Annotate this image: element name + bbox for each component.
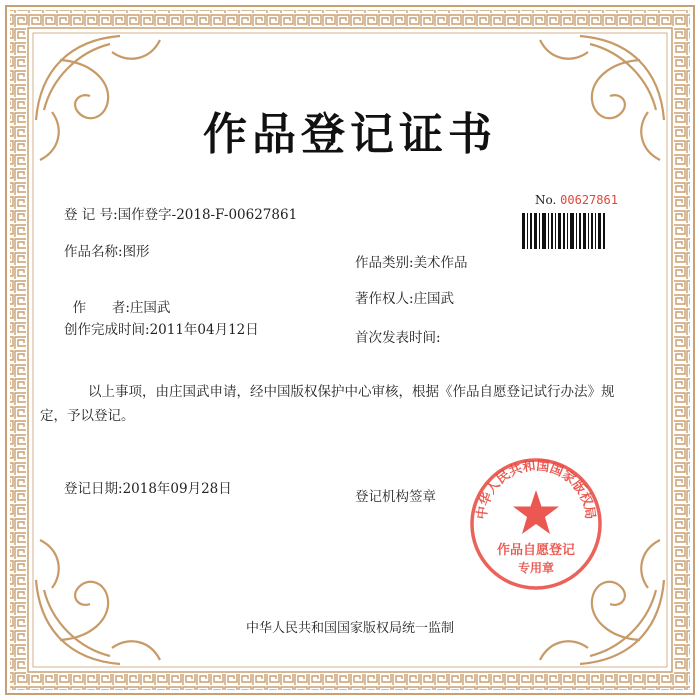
registration-number-value: 国作登字-2018-F-00627861 [117, 207, 298, 223]
first-publish-date [355, 326, 441, 346]
serial-value: 00627861 [560, 193, 618, 207]
seal-line-1: 作品自愿登记 [496, 543, 576, 558]
seal-arc-text: 中华人民共和国国家版权局 [474, 458, 598, 521]
statement-line-1: 以上事项，由庄国武申请，经中国版权保护中心审核，根据《作品自愿登记试行办法》规 [88, 384, 615, 400]
serial-label: No. [535, 193, 557, 207]
work-name-label: 作品名称: [64, 244, 123, 260]
footer-issuer: 中华人民共和国国家版权局统一监制 [245, 621, 454, 636]
statement-line-2: 定，予以登记。 [40, 408, 135, 424]
corner-ornament-bottom-left [36, 540, 160, 664]
official-seal [468, 456, 604, 592]
registration-date [64, 477, 232, 497]
author [64, 280, 170, 316]
creation-date [64, 318, 259, 338]
copyright-holder [355, 287, 454, 307]
author-label: 作 者: [72, 300, 130, 316]
registration-date-value: 2018年09月28日 [122, 481, 232, 497]
registration-statement [40, 380, 624, 428]
creation-date-label: 创作完成时间: [64, 322, 150, 338]
work-category [355, 251, 468, 271]
barcode-icon [520, 210, 608, 252]
work-name-value: 图形 [122, 244, 150, 260]
work-name [64, 240, 150, 260]
first-publish-date-label: 首次发表时间: [355, 330, 441, 346]
serial-number [535, 193, 618, 207]
seal-line-2: 专用章 [517, 561, 555, 575]
registration-number-label: 登 记 号: [64, 207, 118, 223]
star-icon [513, 490, 559, 534]
work-category-value: 美术作品 [413, 255, 468, 271]
registration-date-label: 登记日期: [64, 481, 123, 497]
copyright-holder-label: 著作权人: [355, 291, 414, 307]
authority-seal-label: 登记机构签章 [355, 489, 436, 505]
creation-date-value: 2011年04月12日 [149, 322, 259, 338]
work-category-label: 作品类别: [355, 255, 414, 271]
certificate-title: 作品登记证书 [203, 109, 497, 160]
registration-number [64, 203, 297, 223]
author-value: 庄国武 [129, 300, 171, 316]
copyright-holder-value: 庄国武 [413, 291, 455, 307]
